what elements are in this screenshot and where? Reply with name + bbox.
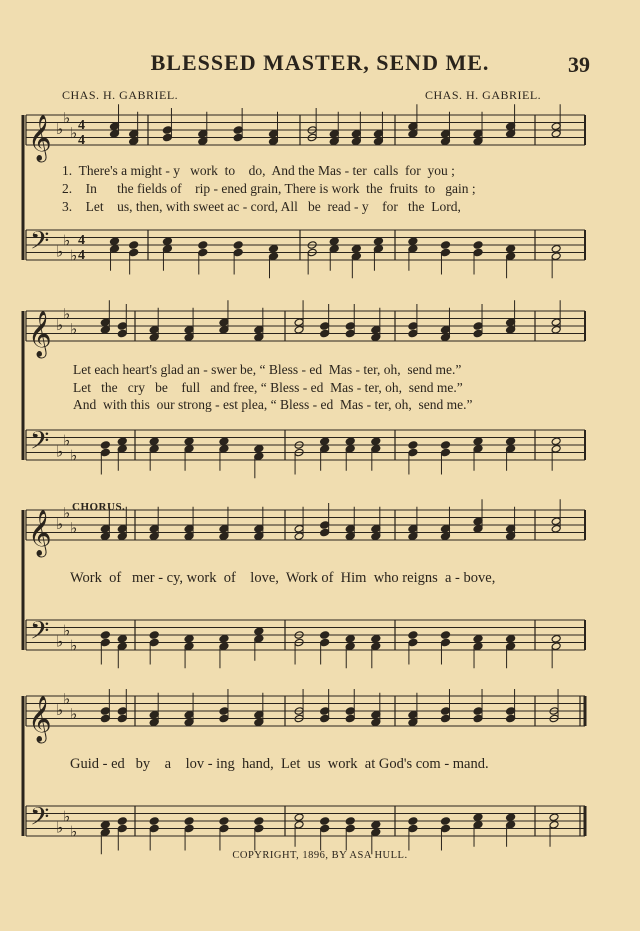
note-head — [440, 638, 450, 647]
note-head — [162, 126, 172, 135]
note-head — [254, 333, 264, 342]
note-head — [254, 710, 264, 719]
note-head — [184, 444, 194, 453]
flat-icon: ♭ — [70, 822, 78, 841]
note-head — [219, 714, 229, 723]
note-head — [373, 244, 383, 253]
note-head — [219, 318, 229, 327]
note-head — [110, 244, 120, 253]
note-head — [329, 244, 339, 253]
note-head — [320, 521, 330, 530]
note-head — [408, 329, 418, 338]
note-head — [345, 444, 355, 453]
note-head — [254, 524, 264, 533]
bass-clef-icon: 𝄢 — [30, 426, 50, 462]
note-head — [149, 710, 159, 719]
note-head — [351, 252, 361, 261]
note-head — [371, 524, 381, 533]
lyric-line: Let the cry be full and free, “ Bless - ed Mas - ter, oh, send me.” — [73, 380, 463, 395]
note-head — [473, 322, 483, 331]
note-head — [162, 244, 172, 253]
note-head — [440, 137, 450, 146]
note-head — [551, 244, 561, 253]
flat-icon: ♭ — [63, 304, 71, 323]
note-head — [371, 820, 381, 829]
note-head — [117, 322, 127, 331]
note-head — [371, 333, 381, 342]
note-head — [345, 329, 355, 338]
note-head — [198, 241, 208, 250]
note-head — [110, 122, 120, 131]
note-head — [345, 824, 355, 833]
note-head — [117, 714, 127, 723]
note-head — [184, 718, 194, 727]
note-head — [506, 820, 516, 829]
lyric-line: Let each heart's glad an - swer be, “ Bless - ed Mas - ter, oh, send me.” — [73, 362, 462, 377]
time-signature: 4 — [78, 233, 85, 248]
time-signature: 4 — [78, 133, 85, 148]
note-head — [408, 710, 418, 719]
note-head — [162, 133, 172, 142]
note-head — [269, 137, 279, 146]
note-head — [408, 322, 418, 331]
note-head — [371, 437, 381, 446]
page-number: 39 — [568, 52, 590, 77]
note-head — [149, 325, 159, 334]
note-head — [219, 444, 229, 453]
note-head — [473, 329, 483, 338]
note-head — [254, 824, 264, 833]
note-head — [184, 710, 194, 719]
note-head — [551, 129, 561, 138]
note-head — [100, 714, 110, 723]
note-head — [473, 707, 483, 716]
flat-icon: ♭ — [70, 518, 78, 537]
note-head — [149, 444, 159, 453]
note-head — [473, 813, 483, 822]
note-head — [506, 318, 516, 327]
note-head — [371, 634, 381, 643]
note-head — [198, 137, 208, 146]
note-head — [184, 824, 194, 833]
note-head — [233, 248, 243, 257]
note-head — [506, 524, 516, 533]
note-head — [506, 532, 516, 541]
note-head — [320, 631, 330, 640]
note-head — [254, 452, 264, 461]
note-head — [551, 122, 561, 131]
note-head — [320, 638, 330, 647]
note-head — [473, 444, 483, 453]
note-head — [294, 820, 304, 829]
note-head — [294, 325, 304, 334]
note-head — [320, 322, 330, 331]
note-head — [473, 241, 483, 250]
note-head — [149, 631, 159, 640]
note-head — [440, 248, 450, 257]
note-head — [408, 129, 418, 138]
note-head — [184, 817, 194, 826]
note-head — [506, 122, 516, 131]
note-head — [100, 441, 110, 450]
note-head — [320, 707, 330, 716]
flat-icon: ♭ — [63, 689, 71, 708]
note-head — [254, 817, 264, 826]
hymn-title: BLESSED MASTER, SEND ME. — [150, 50, 490, 75]
bass-clef-icon: 𝄢 — [30, 226, 50, 262]
note-head — [408, 532, 418, 541]
flat-icon: ♭ — [63, 807, 71, 826]
note-head — [320, 714, 330, 723]
note-head — [408, 817, 418, 826]
flat-icon: ♭ — [56, 442, 64, 461]
note-head — [440, 333, 450, 342]
note-head — [345, 707, 355, 716]
lyric-line: And with this our strong - est plea, “ Bless - ed Mas - ter, oh, send me.” — [73, 397, 473, 412]
copyright-notice: COPYRIGHT, 1896, BY ASA HULL. — [232, 850, 408, 861]
note-head — [408, 524, 418, 533]
note-head — [184, 325, 194, 334]
note-head — [373, 129, 383, 138]
time-signature: 4 — [78, 248, 85, 263]
note-head — [440, 532, 450, 541]
note-head — [233, 126, 243, 135]
note-head — [117, 707, 127, 716]
note-head — [269, 244, 279, 253]
note-head — [219, 524, 229, 533]
note-head — [100, 828, 110, 837]
note-head — [371, 444, 381, 453]
note-head — [219, 642, 229, 651]
lyric-line: 2. In the fields of rip - ened grain, There is work the fruits to gain ; — [62, 181, 476, 196]
flat-icon: ♭ — [70, 319, 78, 338]
note-head — [329, 129, 339, 138]
lyric-line: 3. Let us, then, with sweet ac - cord, All be read - y for the Lord, — [62, 199, 461, 214]
note-head — [345, 642, 355, 651]
flat-icon: ♭ — [70, 446, 78, 465]
music-credit: CHAS. H. GABRIEL. — [425, 88, 542, 102]
note-head — [408, 448, 418, 457]
note-head — [506, 437, 516, 446]
note-head — [506, 642, 516, 651]
flat-icon: ♭ — [70, 636, 78, 655]
note-head — [117, 817, 127, 826]
note-head — [506, 244, 516, 253]
note-head — [440, 129, 450, 138]
note-head — [110, 237, 120, 246]
flat-icon: ♭ — [63, 621, 71, 640]
note-head — [149, 437, 159, 446]
flat-icon: ♭ — [56, 316, 64, 334]
note-head — [440, 707, 450, 716]
note-head — [320, 444, 330, 453]
note-head — [100, 532, 110, 541]
note-head — [100, 318, 110, 327]
note-head — [233, 133, 243, 142]
note-head — [269, 129, 279, 138]
note-head — [408, 237, 418, 246]
note-head — [149, 333, 159, 342]
note-head — [473, 137, 483, 146]
flat-icon: ♭ — [56, 515, 64, 533]
flat-icon: ♭ — [63, 503, 71, 522]
note-head — [254, 718, 264, 727]
treble-clef-icon: 𝄞 — [28, 510, 52, 556]
note-head — [162, 237, 172, 246]
note-head — [184, 524, 194, 533]
note-head — [371, 828, 381, 837]
note-head — [371, 718, 381, 727]
bass-clef-icon: 𝄢 — [30, 616, 50, 652]
note-head — [149, 817, 159, 826]
note-head — [184, 437, 194, 446]
note-head — [294, 318, 304, 327]
note-head — [329, 237, 339, 246]
note-head — [117, 329, 127, 338]
note-head — [373, 237, 383, 246]
note-head — [219, 634, 229, 643]
note-head — [149, 718, 159, 727]
lyric-line: Guid - ed by a lov - ing hand, Let us work at God's com - mand. — [70, 756, 489, 772]
note-head — [408, 441, 418, 450]
note-head — [551, 318, 561, 327]
note-head — [345, 322, 355, 331]
note-head — [408, 631, 418, 640]
note-head — [198, 248, 208, 257]
note-head — [351, 129, 361, 138]
note-head — [506, 325, 516, 334]
note-head — [549, 813, 559, 822]
note-head — [149, 638, 159, 647]
note-head — [440, 524, 450, 533]
note-head — [506, 634, 516, 643]
flat-icon: ♭ — [63, 108, 71, 127]
note-head — [117, 634, 127, 643]
note-head — [473, 820, 483, 829]
note-head — [320, 817, 330, 826]
note-head — [408, 824, 418, 833]
note-head — [549, 820, 559, 829]
note-head — [371, 532, 381, 541]
flat-icon: ♭ — [70, 704, 78, 723]
note-head — [551, 444, 561, 453]
note-head — [100, 631, 110, 640]
flat-icon: ♭ — [63, 431, 71, 450]
lyric-line: 1. There's a might - y work to do, And the Mas - ter calls for you ; — [62, 163, 455, 178]
note-head — [184, 333, 194, 342]
note-head — [320, 329, 330, 338]
note-head — [149, 824, 159, 833]
note-head — [254, 444, 264, 453]
flat-icon: ♭ — [70, 123, 78, 142]
note-head — [408, 718, 418, 727]
note-head — [473, 517, 483, 526]
note-head — [129, 137, 139, 146]
note-head — [473, 248, 483, 257]
note-head — [551, 524, 561, 533]
note-head — [184, 532, 194, 541]
note-head — [294, 532, 304, 541]
note-head — [345, 524, 355, 533]
flat-icon: ♭ — [56, 120, 64, 138]
note-head — [551, 517, 561, 526]
note-head — [371, 642, 381, 651]
note-head — [110, 129, 120, 138]
note-head — [129, 248, 139, 257]
note-head — [100, 707, 110, 716]
note-head — [440, 817, 450, 826]
note-head — [551, 325, 561, 334]
note-head — [254, 634, 264, 643]
note-head — [254, 532, 264, 541]
note-head — [320, 437, 330, 446]
note-head — [184, 642, 194, 651]
note-head — [100, 820, 110, 829]
words-credit: CHAS. H. GABRIEL. — [62, 88, 179, 102]
note-head — [117, 524, 127, 533]
note-head — [473, 129, 483, 138]
note-head — [371, 325, 381, 334]
note-head — [551, 642, 561, 651]
flat-icon: ♭ — [56, 242, 64, 261]
note-head — [473, 714, 483, 723]
note-head — [408, 122, 418, 131]
flat-icon: ♭ — [56, 632, 64, 651]
note-head — [100, 524, 110, 533]
treble-clef-icon: 𝄞 — [28, 311, 52, 357]
note-head — [320, 528, 330, 537]
note-head — [129, 241, 139, 250]
note-head — [198, 129, 208, 138]
note-head — [440, 714, 450, 723]
note-head — [440, 824, 450, 833]
note-head — [117, 444, 127, 453]
note-head — [440, 241, 450, 250]
treble-clef-icon: 𝄞 — [28, 696, 52, 742]
note-head — [100, 638, 110, 647]
note-head — [551, 437, 561, 446]
note-head — [117, 532, 127, 541]
note-head — [149, 524, 159, 533]
note-head — [351, 244, 361, 253]
note-head — [506, 252, 516, 261]
note-head — [440, 325, 450, 334]
note-head — [345, 634, 355, 643]
note-head — [506, 444, 516, 453]
note-head — [219, 824, 229, 833]
note-head — [117, 824, 127, 833]
bass-clef-icon: 𝄢 — [30, 802, 50, 838]
note-head — [345, 817, 355, 826]
note-head — [473, 634, 483, 643]
note-head — [345, 437, 355, 446]
flat-icon: ♭ — [56, 818, 64, 837]
note-head — [506, 129, 516, 138]
note-head — [219, 437, 229, 446]
note-head — [219, 707, 229, 716]
flat-icon: ♭ — [56, 701, 64, 719]
treble-clef-icon: 𝄞 — [28, 115, 52, 161]
note-head — [129, 129, 139, 138]
flat-icon: ♭ — [70, 246, 78, 265]
note-head — [117, 642, 127, 651]
note-head — [219, 532, 229, 541]
note-head — [254, 627, 264, 636]
note-head — [506, 714, 516, 723]
note-head — [100, 325, 110, 334]
note-head — [440, 441, 450, 450]
note-head — [345, 532, 355, 541]
note-head — [100, 448, 110, 457]
note-head — [219, 325, 229, 334]
note-head — [254, 325, 264, 334]
note-head — [551, 634, 561, 643]
note-head — [408, 638, 418, 647]
note-head — [219, 817, 229, 826]
note-head — [294, 813, 304, 822]
note-head — [440, 631, 450, 640]
time-signature: 4 — [78, 118, 85, 133]
note-head — [440, 448, 450, 457]
note-head — [184, 634, 194, 643]
note-head — [371, 710, 381, 719]
note-head — [473, 524, 483, 533]
note-head — [269, 252, 279, 261]
note-head — [345, 714, 355, 723]
note-head — [506, 813, 516, 822]
note-head — [149, 532, 159, 541]
note-head — [329, 137, 339, 146]
note-head — [294, 524, 304, 533]
note-head — [117, 437, 127, 446]
chorus-label: CHORUS. — [72, 501, 126, 513]
note-head — [506, 707, 516, 716]
note-head — [351, 137, 361, 146]
note-head — [473, 437, 483, 446]
note-head — [373, 137, 383, 146]
note-head — [233, 241, 243, 250]
flat-icon: ♭ — [63, 231, 71, 250]
note-head — [473, 642, 483, 651]
note-head — [320, 824, 330, 833]
note-head — [551, 252, 561, 261]
note-head — [408, 244, 418, 253]
lyric-line: Work of mer - cy, work of love, Work of Him who reigns a - bove, — [70, 570, 496, 586]
